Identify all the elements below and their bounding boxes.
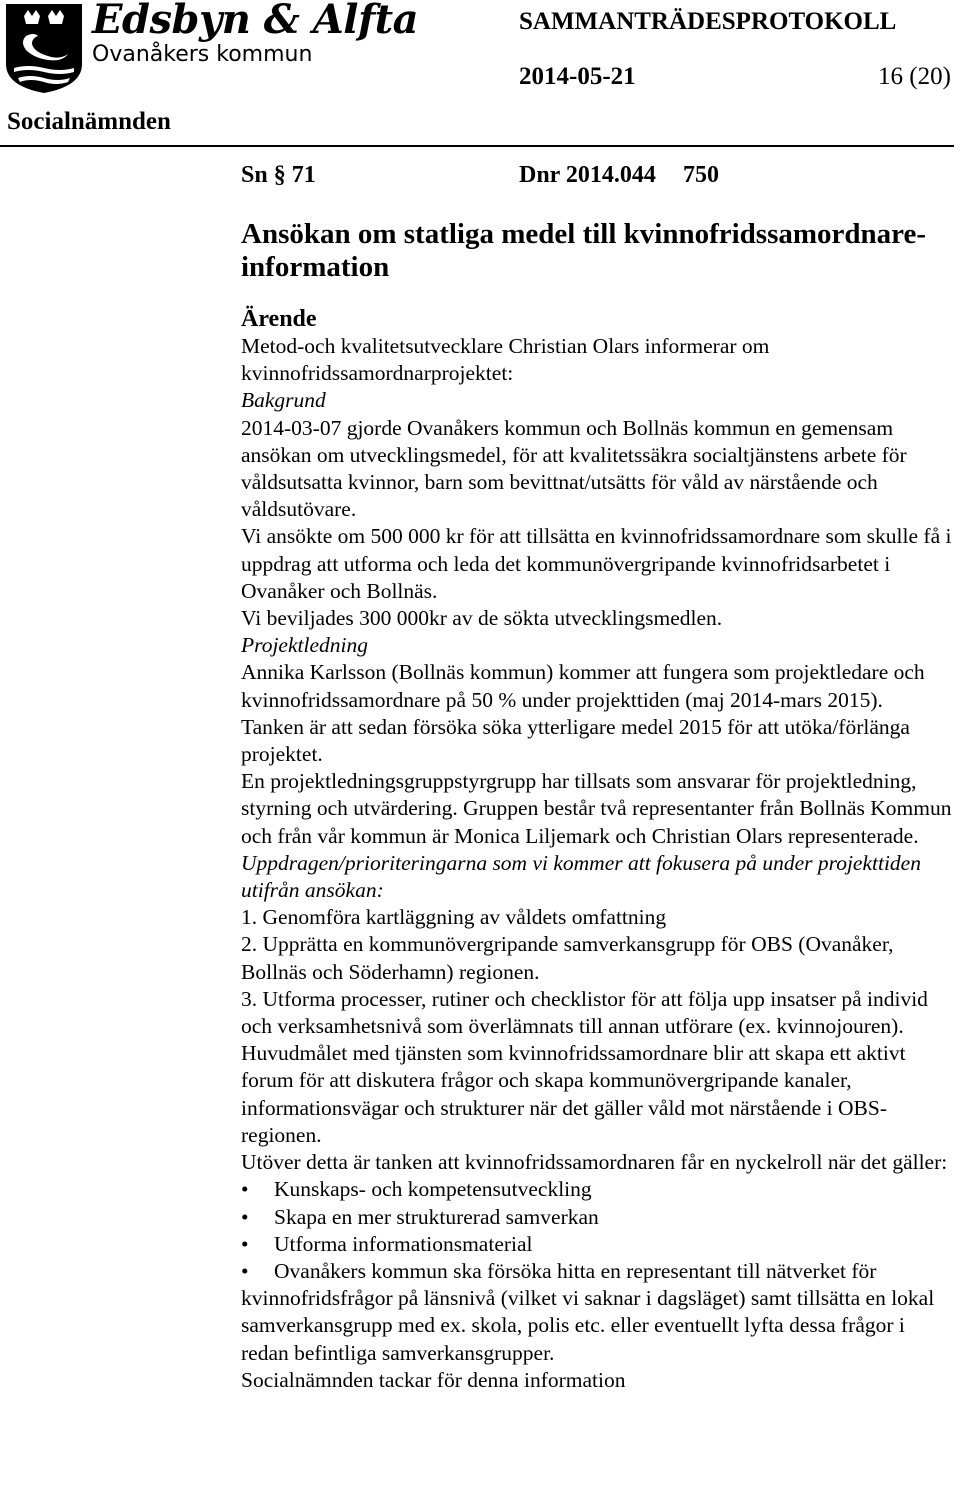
numbered-list-item: 1. Genomföra kartläggning av våldets omfattning: [241, 905, 667, 930]
committee-name: Socialnämnden: [7, 108, 171, 135]
projektledning-paragraph-3: En projektledningsgruppstyrgrupp har tillsats som ansvarar för projektledning, styrning och utvärdering. Gruppen består två representanter från Bollnäs Kommun och från vår kommun är Monica Liljemark och Christian Olars representerade.: [241, 769, 952, 848]
intro-paragraph: Metod-och kvalitetsutvecklare Christian Olars informerar om kvinnofridssamordnarprojektet:: [241, 334, 770, 386]
bullet-text: Ovanåkers kommun ska försöka hitta en representant till nätverket för: [274, 1258, 877, 1283]
header-divider: [0, 145, 954, 147]
bakgrund-paragraph-2: Vi ansökte om 500 000 kr för att tillsätta en kvinnofridssamordnare som skulle få i uppdrag att utforma och leda det kommunövergripande kvinnofridsarbetet i Ovanåker och Bollnäs.: [241, 524, 952, 603]
bullet-list: [241, 1176, 956, 1285]
bullet-icon: •: [241, 1177, 249, 1202]
municipal-crest-logo: [4, 2, 84, 94]
page-header: [0, 0, 960, 150]
bullet-list-item: [241, 1176, 956, 1203]
bullet-text: Utforma informationsmaterial: [274, 1231, 533, 1256]
case-code: 750: [683, 162, 719, 188]
bullet-list-item: [241, 1258, 956, 1285]
document-date: 2014-05-21: [519, 63, 636, 90]
numbered-list-item: 2. Upprätta en kommunövergripande samverkansgrupp för OBS (Ovanåker, Bollnäs och Söderhamn) regionen.: [241, 932, 894, 984]
document-type: SAMMANTRÄDESPROTOKOLL: [519, 8, 897, 35]
bakgrund-paragraph-3: Vi beviljades 300 000kr av de sökta utvecklingsmedlen.: [241, 606, 723, 631]
document-body: [241, 160, 956, 1394]
bullet-icon: •: [241, 1231, 249, 1256]
closing-paragraph: Socialnämnden tackar för denna information: [241, 1367, 626, 1392]
page-number: 16 (20): [878, 63, 951, 90]
numbered-list-item: 3. Utforma processer, rutiner och checklistor för att följa upp insatser på individ och verksamhetsnivå som överlämnats till annan utförare (ex. kvinnojouren).: [241, 986, 928, 1039]
brand-name: Edsbyn & Alfta: [92, 0, 419, 43]
huvudmal-paragraph: Huvudmålet med tjänsten som kvinnofridssamordnare blir att skapa ett aktivt forum för att diskutera frågor och skapa kommunövergripande kanaler, informationsvägar och strukturer när det gäller våld mot närstående i OBS-regionen.: [241, 1041, 906, 1147]
bullet-list-item: [241, 1231, 956, 1258]
numbered-list: [241, 904, 956, 1040]
bullet-text: Skapa en mer strukturerad samverkan: [274, 1204, 599, 1229]
diary-number: Dnr 2014.044: [519, 162, 656, 188]
brand-subtitle: Ovanåkers kommun: [92, 42, 313, 67]
utover-paragraph: Utöver detta är tanken att kvinnofridssamordnaren får en nyckelroll när det gäller:: [241, 1150, 948, 1175]
subheading-projektledning: Projektledning: [241, 633, 368, 658]
paragraph-number: Sn § 71: [241, 162, 316, 188]
bullet-text: Kunskaps- och kompetensutveckling: [274, 1177, 592, 1202]
projektledning-paragraph-1: Annika Karlsson (Bollnäs kommun) kommer att fungera som projektledare och kvinnofridssamordnare på 50 % under projekttiden (maj 2014-mars 2015).: [241, 660, 925, 712]
continuation-paragraph: kvinnofridsfrågor på länsnivå (vilket vi saknar i dagsläget) samt tillsätta en lokal samverkansgrupp med ex. skola, polis etc. eller eventuellt lyfta dessa frågor i redan befintliga samverkansgrupper.: [241, 1286, 935, 1365]
bullet-list-item: [241, 1204, 956, 1231]
bullet-icon: •: [241, 1258, 249, 1283]
bullet-icon: •: [241, 1204, 249, 1229]
bakgrund-paragraph-1: 2014-03-07 gjorde Ovanåkers kommun och Bollnäs kommun en gemensam ansökan om utvecklingsmedel, för att kvalitetssäkra socialtjänstens arbete för våldsutsatta kvinnor, barn som bevittnat/utsätts för våld av närstående och våldsutövare.: [241, 415, 907, 522]
case-reference: [241, 162, 956, 194]
projektledning-paragraph-2: Tanken är att sedan försöka söka ytterligare medel 2015 för att utöka/förlänga projektet.: [241, 714, 910, 767]
subheading-bakgrund: Bakgrund: [241, 388, 326, 413]
heading-arende: Ärende: [241, 306, 317, 332]
subheading-uppdrag: Uppdragen/prioriteringarna som vi kommer att fokusera på under projekttiden utifrån ansökan:: [241, 850, 921, 903]
page-title: Ansökan om statliga medel till kvinnofridssamordnare-information: [241, 218, 927, 283]
